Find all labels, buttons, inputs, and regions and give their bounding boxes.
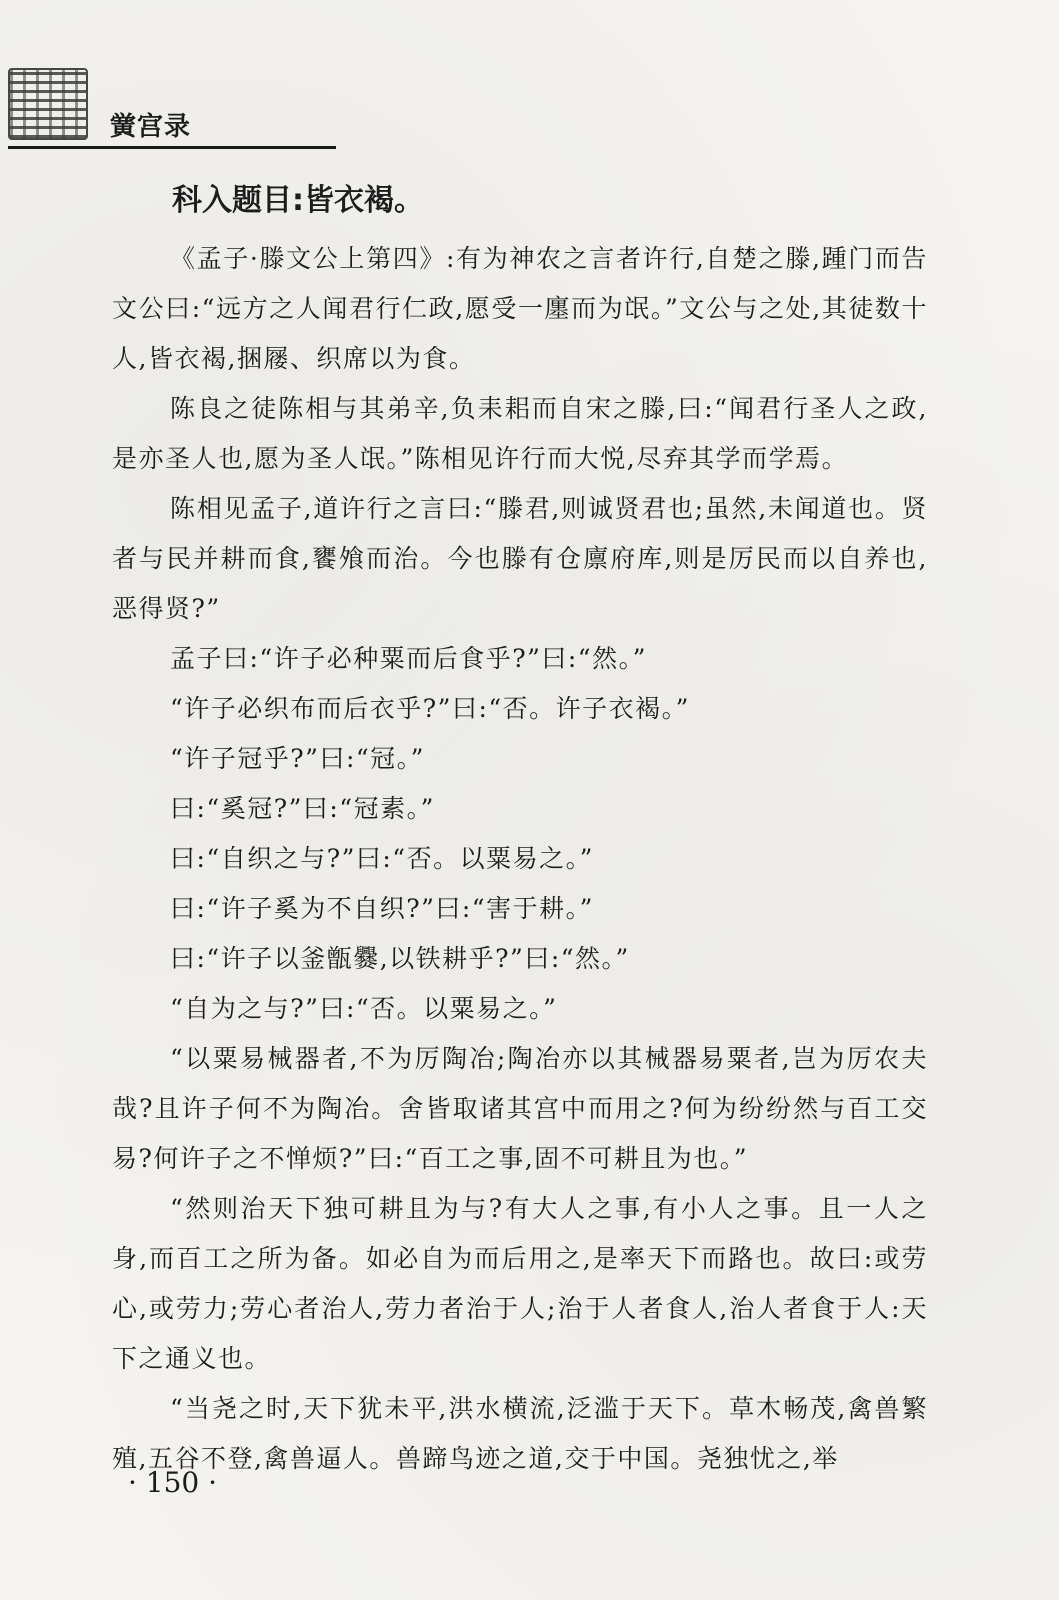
paragraph: “自为之与?”曰:“否。以粟易之。” bbox=[170, 994, 558, 1023]
body-text bbox=[112, 178, 928, 1484]
header-rule bbox=[8, 146, 336, 149]
page-number: · 150 · bbox=[128, 1466, 218, 1499]
paragraph: 曰:“自织之与?”曰:“否。以粟易之。” bbox=[170, 844, 594, 873]
paragraph: 《孟子·滕文公上第四》:有为神农之言者许行,自楚之滕,踵门而告文公曰:“远方之人闻君行仁政,愿受一廛而为氓。”文公与之处,其徒数十人,皆衣褐,捆屦、织席以为食。 bbox=[112, 244, 929, 373]
seal-logo bbox=[8, 68, 88, 140]
running-title: 黉宫录 bbox=[110, 112, 192, 142]
paragraph: 陈相见孟子,道许行之言曰:“滕君,则诚贤君也;虽然,未闻道也。贤者与民并耕而食,饔飧而治。今也滕有仓廪府库,则是厉民而以自养也,恶得贤?” bbox=[112, 494, 928, 623]
paragraph: 曰:“奚冠?”曰:“冠素。” bbox=[170, 794, 435, 823]
paragraph: 曰:“许子奚为不自织?”曰:“害于耕。” bbox=[170, 894, 594, 923]
paragraph: 陈良之徒陈相与其弟辛,负耒耜而自宋之滕,曰:“闻君行圣人之政,是亦圣人也,愿为圣人氓。”陈相见许行而大悦,尽弃其学而学焉。 bbox=[112, 394, 928, 473]
section-title: 科入题目:皆衣褐。 bbox=[172, 183, 424, 218]
paragraph: 曰:“许子以釜甑爨,以铁耕乎?”曰:“然。” bbox=[170, 944, 630, 973]
paragraph: 孟子曰:“许子必种粟而后食乎?”曰:“然。” bbox=[170, 644, 647, 673]
paragraph: “然则治天下独可耕且为与?有大人之事,有小人之事。且一人之身,而百工之所为备。如必自为而后用之,是率天下而路也。故曰:或劳心,或劳力;劳心者治人,劳力者治于人;治于人者食人,治人者食于人:天下之通义也。 bbox=[112, 1194, 928, 1373]
paragraph: “许子冠乎?”曰:“冠。” bbox=[170, 744, 425, 773]
paragraph: “许子必织布而后衣乎?”曰:“否。许子衣褐。” bbox=[170, 694, 690, 723]
paragraph: “当尧之时,天下犹未平,洪水横流,泛滥于天下。草木畅茂,禽兽繁殖,五谷不登,禽兽逼人。兽蹄鸟迹之道,交于中国。尧独忧之,举 bbox=[112, 1394, 928, 1473]
paragraph: “以粟易械器者,不为厉陶冶;陶冶亦以其械器易粟者,岂为厉农夫哉?且许子何不为陶冶。舍皆取诸其宫中而用之?何为纷纷然与百工交易?何许子之不惮烦?”曰:“百工之事,固不可耕且为也。” bbox=[112, 1044, 928, 1173]
